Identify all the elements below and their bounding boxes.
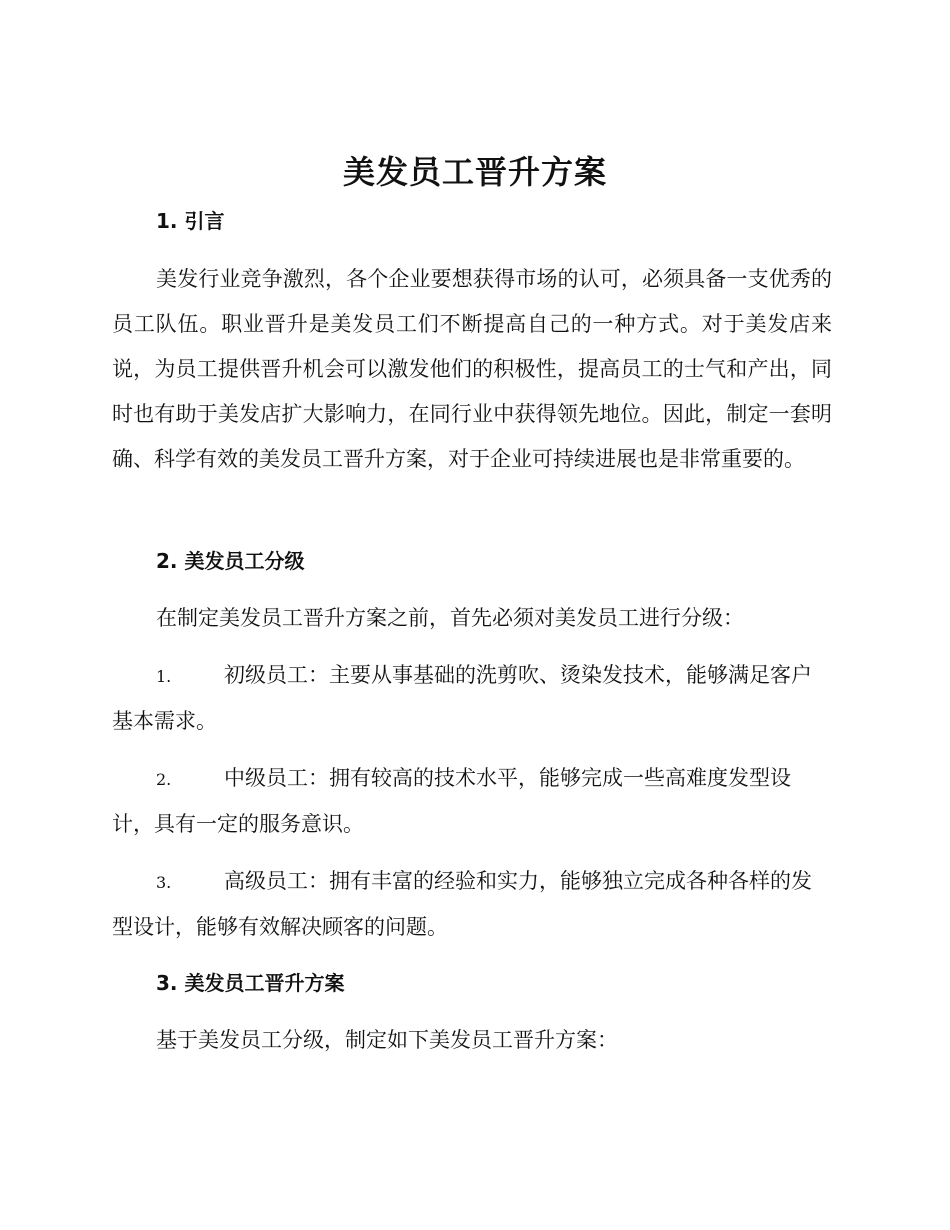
list-item <box>112 859 832 950</box>
staff-levels-intro: 在制定美发员工晋升方案之前，首先必须对美发员工进行分级： <box>156 606 744 630</box>
list-item-number: 2. <box>156 770 172 789</box>
section-heading-staff-levels: 2. 美发员工分级 <box>156 549 305 573</box>
list-item-text: 高级员工：拥有丰富的经验和实力，能够独立完成各种各样的发型设计，能够有效解决顾客的问题。 <box>112 869 812 939</box>
list-item-text: 初级员工：主要从事基础的洗剪吹、烫染发技术，能够满足客户基本需求。 <box>112 663 812 733</box>
list-item <box>112 653 832 744</box>
list-item <box>112 756 832 847</box>
list-item-number: 1. <box>156 667 172 686</box>
list-item-number: 3. <box>156 873 172 892</box>
document-title: 美发员工晋升方案 <box>342 153 607 191</box>
section-heading-introduction: 1. 引言 <box>156 209 225 233</box>
list-item-text: 中级员工：拥有较高的技术水平，能够完成一些高难度发型设计，具有一定的服务意识。 <box>112 766 791 836</box>
section-heading-promotion-plan: 3. 美发员工晋升方案 <box>156 971 345 995</box>
promotion-plan-intro: 基于美发员工分级，制定如下美发员工晋升方案： <box>156 1028 618 1052</box>
introduction-paragraph: 美发行业竞争激烈，各个企业要想获得市场的认可，必须具备一支优秀的员工队伍。职业晋升是美发员工们不断提高自己的一种方式。对于美发店来说，为员工提供晋升机会可以激发他们的积极性，提高员工的士气和产出，同时也有助于美发店扩大影响力，在同行业中获得领先地位。因此，制定一套明确、科学有效的美发员工晋升方案，对于企业可持续进展也是非常重要的。 <box>112 267 832 471</box>
